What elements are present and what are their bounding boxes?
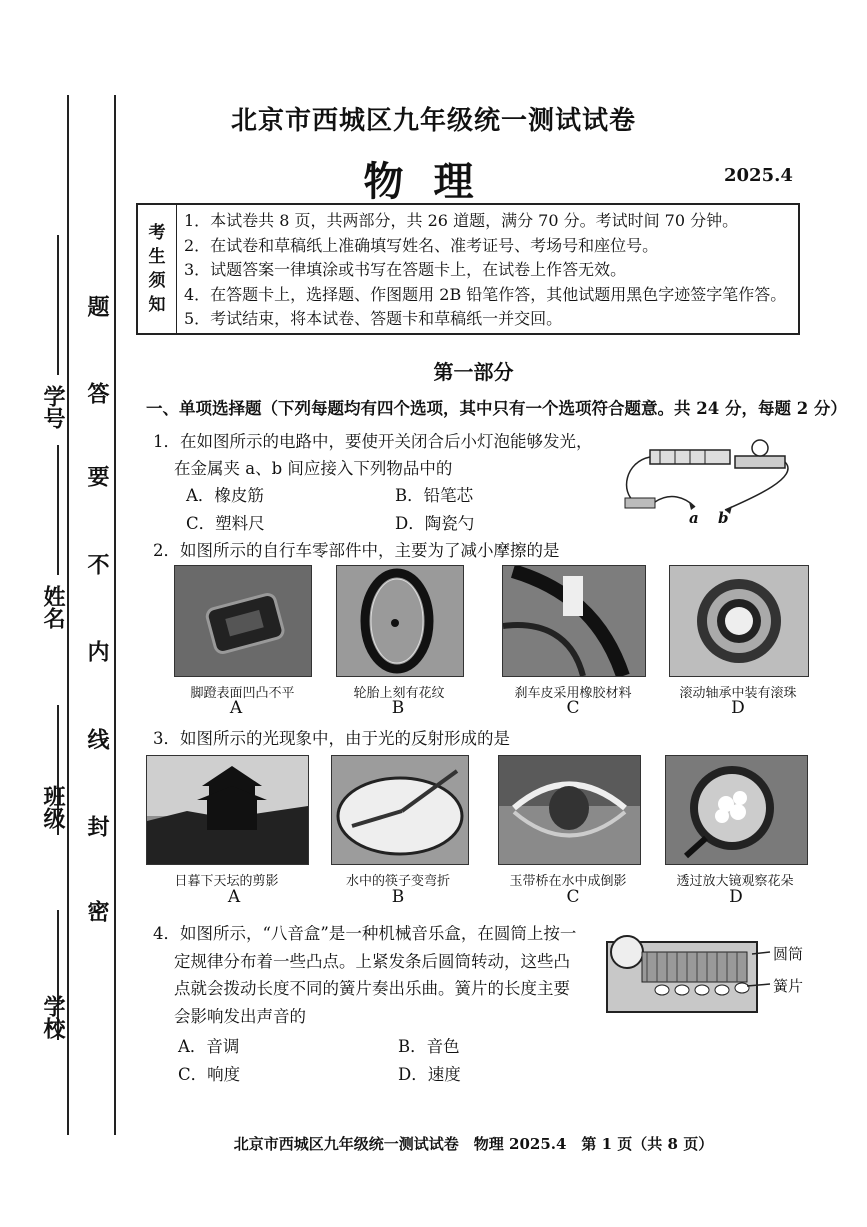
field-school-label: 学校 xyxy=(40,995,66,1039)
notice-item: 1．本试卷共 8 页，共两部分，共 26 道题，满分 70 分。考试时间 70 分钟。 xyxy=(184,211,739,230)
q2-caption-c: 刹车皮采用橡胶材料 xyxy=(514,686,632,701)
q2-photo-bearing xyxy=(669,565,809,677)
q3-stem: 3．如图所示的光现象中，由于光的反射形成的是 xyxy=(153,729,510,748)
notice-label-char: 生 xyxy=(148,247,166,267)
q1-circuit-figure xyxy=(615,432,805,532)
field-name-label: 姓名 xyxy=(40,585,66,629)
candidate-notice-box xyxy=(136,203,800,335)
q4-stem-line2: 定规律分布着一些凸点。上紧发条后圆筒转动，这些凸 xyxy=(174,952,570,971)
q1-option-b[interactable]: B．铅笔芯 xyxy=(395,486,474,505)
notice-item: 5．考试结束，将本试卷、答题卡和草稿纸一并交回。 xyxy=(184,309,563,328)
q4-option-d[interactable]: D．速度 xyxy=(398,1065,461,1084)
notice-items xyxy=(184,209,794,332)
q3-caption-d: 透过放大镜观察花朵 xyxy=(676,874,794,889)
q2-letter-a: A xyxy=(229,698,243,718)
q1-option-d[interactable]: D．陶瓷勺 xyxy=(395,514,475,533)
section-heading: 一、单项选择题（下列每题均有四个选项，其中只有一个选项符合题意。共 24 分，每题 2 分） xyxy=(146,399,847,418)
margin-inner-line xyxy=(114,95,116,1135)
q4-stem-line3: 点就会拨动长度不同的簧片奏出乐曲。簧片的长度主要 xyxy=(174,979,570,998)
notice-label-char: 考 xyxy=(148,223,166,243)
field-student-id-label: 学号 xyxy=(40,385,66,429)
q3-photo-chopstick xyxy=(331,755,469,865)
q4-figure-label-reed: 簧片 xyxy=(773,977,804,995)
q3-letter-b: B xyxy=(391,887,405,907)
q4-stem-line1: 4．如图所示，“八音盒”是一种机械音乐盒，在圆筒上按一 xyxy=(153,924,577,943)
exam-title: 北京市西城区九年级统一测试试卷 xyxy=(230,106,636,136)
notice-label-char: 须 xyxy=(148,271,166,291)
notice-item: 3．试题答案一律填涂或书写在答题卡上，在试卷上作答无效。 xyxy=(184,260,627,279)
q3-letter-d: D xyxy=(729,887,743,907)
q4-option-b[interactable]: B．音色 xyxy=(398,1037,460,1056)
q1-stem-line1: 1．在如图所示的电路中，要使开关闭合后小灯泡能够发光， xyxy=(153,432,593,451)
q2-letter-d: D xyxy=(731,698,745,718)
q3-photo-jade-belt-bridge xyxy=(498,755,641,865)
q1-option-c[interactable]: C．塑料尺 xyxy=(186,514,265,533)
page-footer: 北京市西城区九年级统一测试试卷 物理 2025.4 第 1 页（共 8 页） xyxy=(233,1135,714,1153)
seal-char: 要 xyxy=(84,465,110,487)
q2-letter-c: C xyxy=(566,698,580,718)
q2-caption-b: 轮胎上刻有花纹 xyxy=(353,686,445,701)
seal-char: 答 xyxy=(84,382,110,404)
seal-char: 题 xyxy=(84,295,110,317)
seal-char: 不 xyxy=(84,553,110,575)
subject-title: 物理 xyxy=(363,158,504,205)
notice-item: 2．在试卷和草稿纸上准确填写姓名、准考证号、考场号和座位号。 xyxy=(184,235,659,255)
field-line-name[interactable] xyxy=(57,445,59,575)
field-line-student-id[interactable] xyxy=(57,235,59,375)
q4-option-c[interactable]: C．响度 xyxy=(178,1065,241,1084)
notice-item: 4．在答题卡上，选择题、作图题用 2B 铅笔作答，其他试题用黑色字迹签字笔作答。 xyxy=(184,284,787,304)
q4-figure-label-cylinder: 圆筒 xyxy=(773,945,804,963)
exam-date: 2025.4 xyxy=(724,165,793,186)
seal-char: 内 xyxy=(84,640,110,662)
q2-caption-d: 滚动轴承中装有滚珠 xyxy=(679,686,797,701)
q2-photo-tire xyxy=(336,565,464,677)
q2-stem: 2．如图所示的自行车零部件中，主要为了减小摩擦的是 xyxy=(153,541,560,560)
part-title: 第一部分 xyxy=(433,360,514,384)
q4-music-box-figure xyxy=(602,932,772,1020)
q2-photo-brake xyxy=(502,565,646,677)
q3-letter-a: A xyxy=(227,887,241,907)
notice-label xyxy=(138,205,177,333)
q3-photo-temple-silhouette xyxy=(146,755,309,865)
notice-label-char: 知 xyxy=(148,295,166,315)
q3-caption-b: 水中的筷子变弯折 xyxy=(345,874,450,889)
q3-letter-c: C xyxy=(566,887,580,907)
q2-caption-a: 脚蹬表面凹凸不平 xyxy=(190,686,295,701)
q4-stem-line4: 会影响发出声音的 xyxy=(174,1007,306,1026)
q3-caption-c: 玉带桥在水中成倒影 xyxy=(509,874,627,889)
seal-char: 密 xyxy=(84,900,110,922)
seal-char: 封 xyxy=(84,815,110,837)
q1-figure-label-a: a xyxy=(689,509,699,527)
q3-caption-a: 日暮下天坛的剪影 xyxy=(174,874,279,889)
q2-letter-b: B xyxy=(391,698,405,718)
q1-stem-line2: 在金属夹 a、b 间应接入下列物品中的 xyxy=(174,459,453,478)
seal-char: 线 xyxy=(84,728,110,750)
q4-option-a[interactable]: A．音调 xyxy=(178,1037,240,1056)
q2-photo-pedal xyxy=(174,565,312,677)
q1-figure-label-b: b xyxy=(718,509,729,527)
q1-option-a[interactable]: A．橡皮筋 xyxy=(186,486,264,505)
field-class-label: 班级 xyxy=(40,785,66,829)
q3-photo-magnifier-flower xyxy=(665,755,808,865)
